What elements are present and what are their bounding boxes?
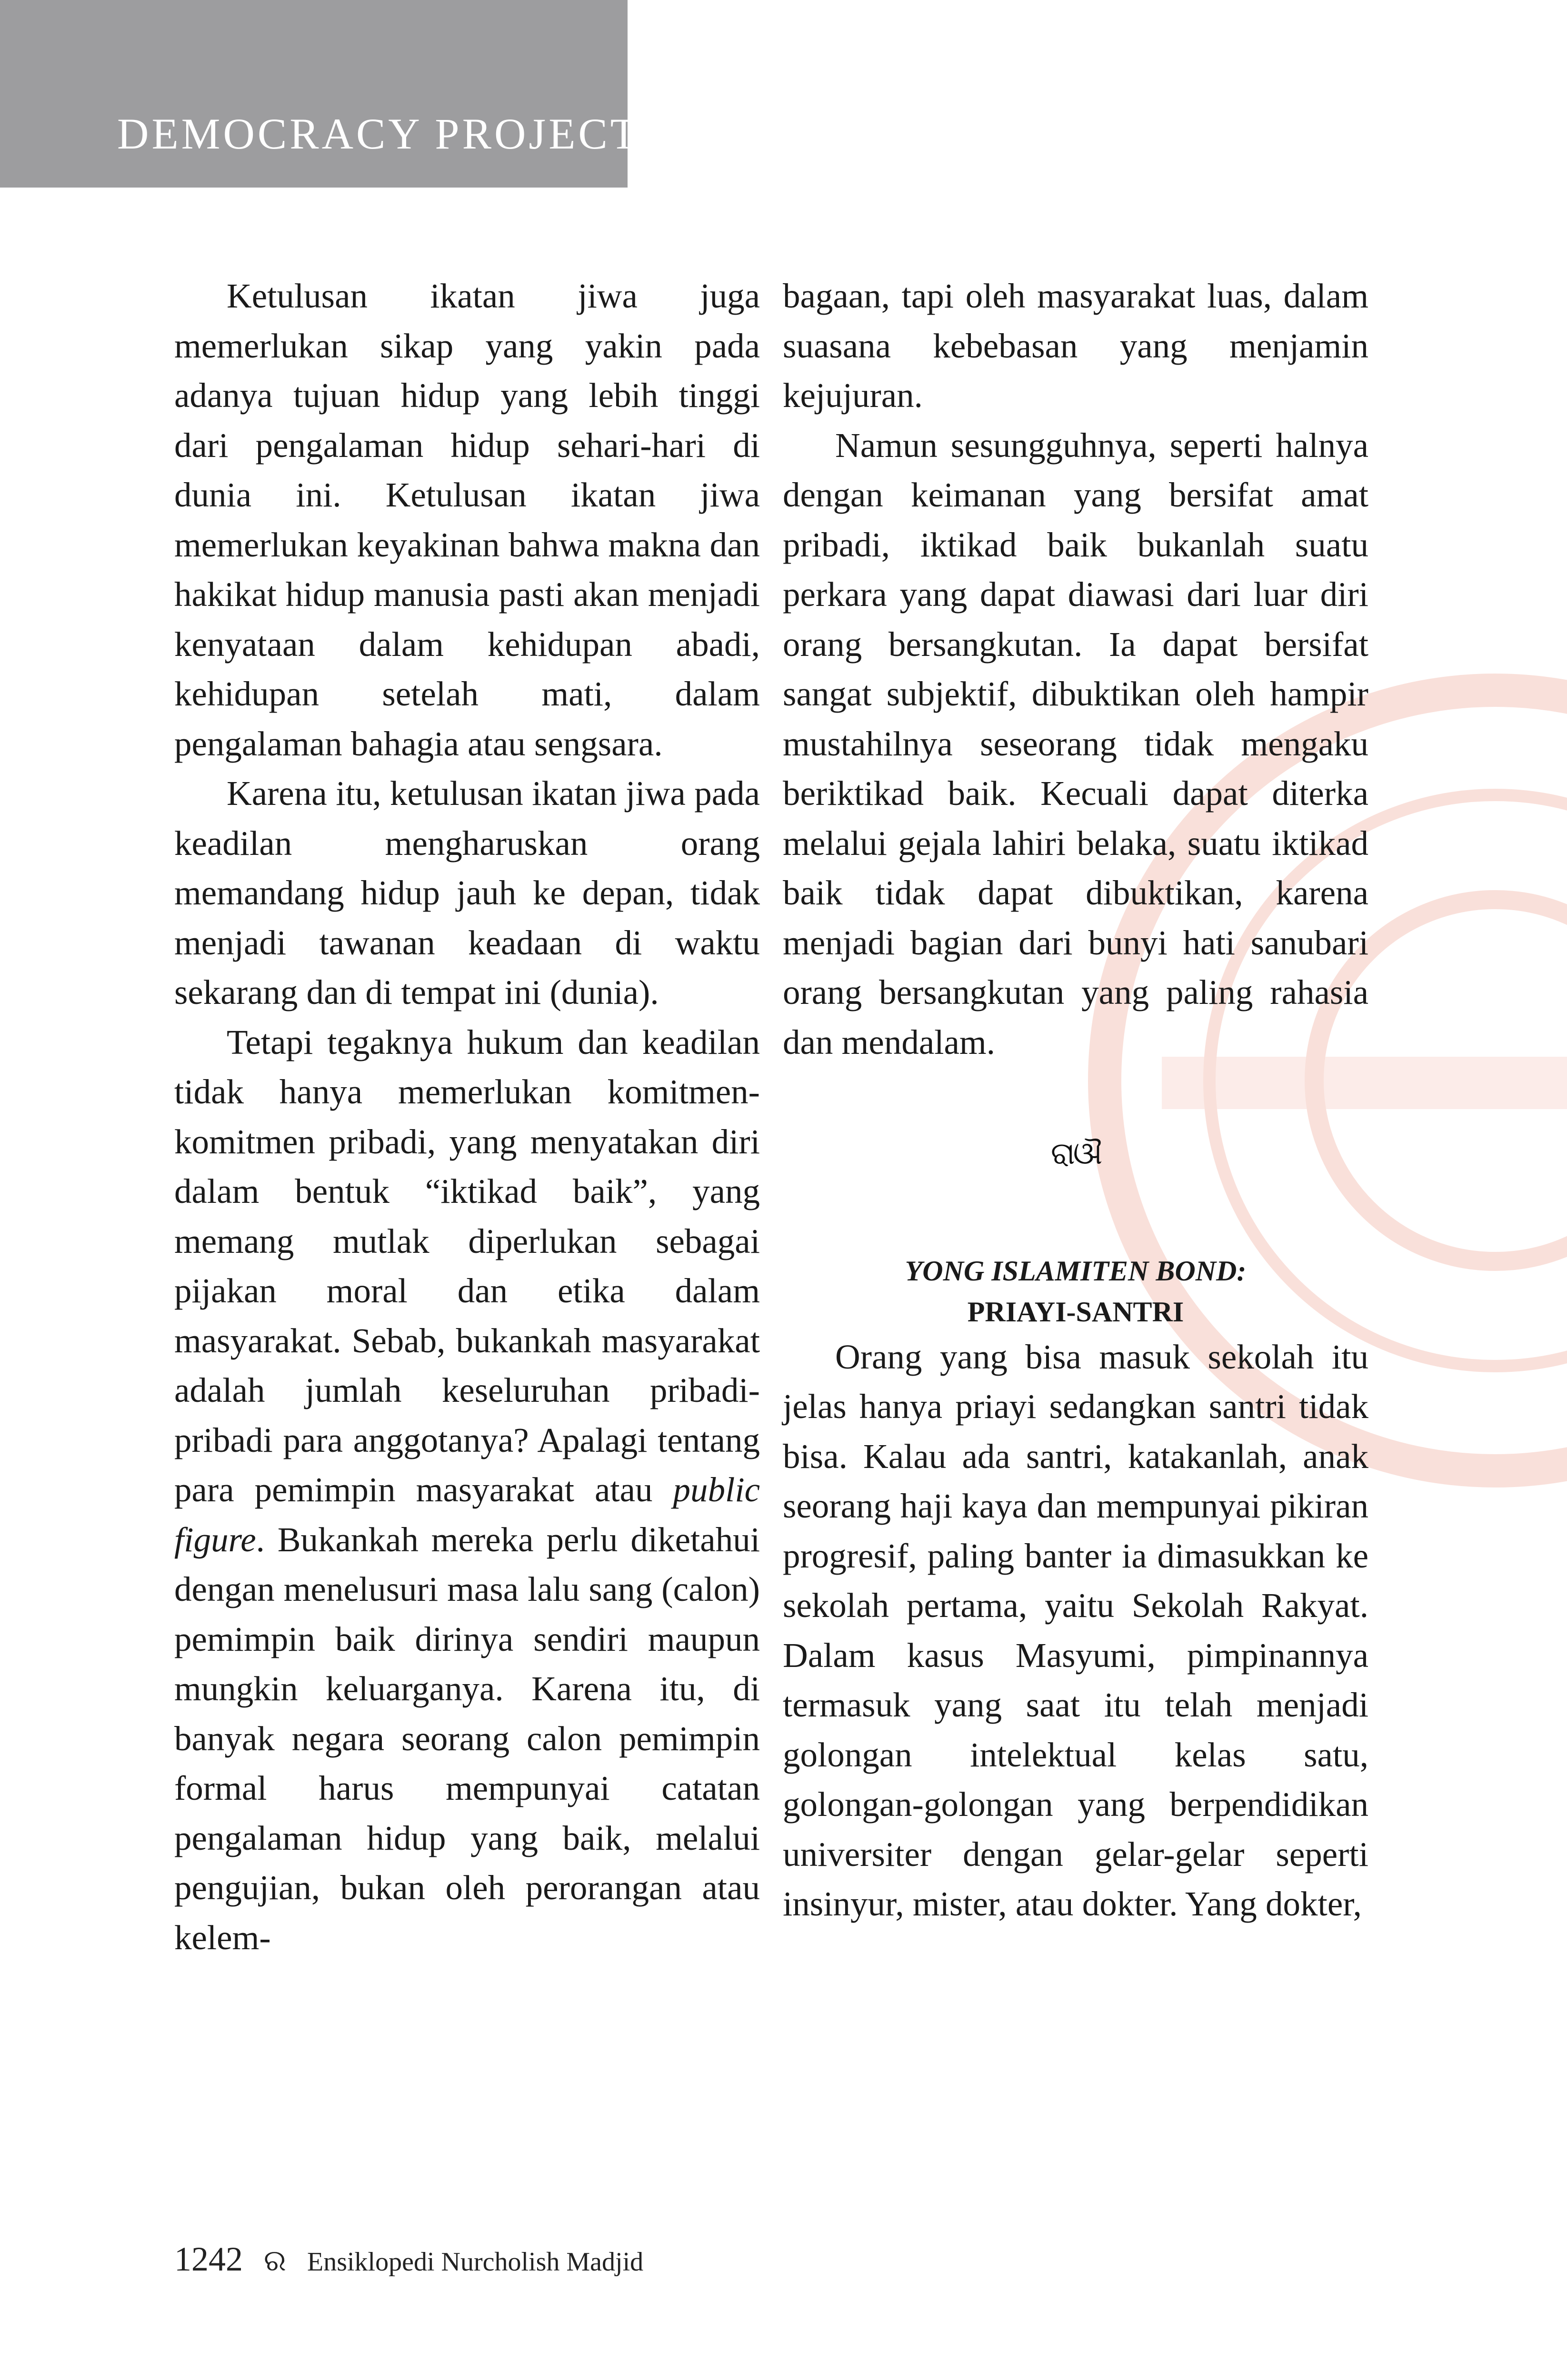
section-ornament: ରାଔ [1050, 1137, 1101, 1170]
paragraph-text: . Bukankah mereka perlu diketahui dengan menelusuri masa lalu sang (calon) pemimpin baik dirinya sendiri maupun mungkin keluarganya. Karena itu, di banyak negara seorang calon pemimpin formal harus mempunyai catatan pengalaman hidup yang baik, melalui pengujian, bukan oleh perorangan atau kelem- [174, 1520, 760, 1957]
italic-term: public figure [174, 1470, 760, 1559]
right-column [783, 271, 1368, 1929]
paragraph: bagaan, tapi oleh masyarakat luas, dalam suasana kebebasan yang menjamin kejujuran. [783, 277, 1368, 415]
running-header-title: DEMOCRACY PROJECT [117, 109, 640, 158]
footer-ornament: ର [264, 2245, 286, 2277]
section-heading [783, 1250, 1368, 1332]
left-column [174, 271, 760, 1963]
paragraph: Orang yang bisa masuk sekolah itu jelas hanya priayi sedangkan santri tidak bisa. Kalau ada santri, katakanlah, anak seorang haji kaya dan mempunyai pikiran progresif, paling banter ia dimasukkan ke sekolah pertama, yaitu Sekolah Rakyat. Dalam kasus Masyumi, pimpinannya termasuk yang saat itu telah menjadi golongan intelektual kelas satu, golongan-golongan yang berpendidikan universiter dengan gelar-gelar seperti insinyur, mister, atau dokter. Yang dokter, [783, 1337, 1368, 1923]
section-heading-line-2: PRIAYI-SANTRI [967, 1296, 1184, 1328]
paragraph: Ketulusan ikatan jiwa juga memerlukan sikap yang yakin pada adanya tujuan hidup yang lebih tinggi dari pengalaman hidup sehari-hari di dunia ini. Ketulusan ikatan jiwa memerlukan keyakinan bahwa makna dan hakikat hidup manusia pasti akan menjadi kenyataan dalam kehidupan abadi, kehidupan setelah mati, dalam pengalaman bahagia atau sengsara. [174, 277, 760, 763]
book-title: Ensiklopedi Nurcholish Madjid [307, 2247, 644, 2277]
header-band [0, 0, 640, 188]
page-footer [174, 2240, 643, 2279]
paragraph [174, 1018, 760, 1963]
paragraph: Namun sesungguhnya, seperti halnya dengan keimanan yang bersifat amat pribadi, iktikad baik bukanlah suatu perkara yang dapat diawasi dari luar diri orang bersangkutan. Ia dapat bersifat sangat subjektif, dibuktikan oleh hampir mustahilnya seseorang tidak mengaku beriktikad baik. Kecuali dapat diterka melalui gejala lahiri belaka, suatu iktikad baik tidak dapat dibuktikan, karena menjadi bagian dari bunyi hati sanubari orang bersangkutan yang paling rahasia dan mendalam. [783, 426, 1368, 1061]
section-heading-line-1: YONG ISLAMITEN BOND: [905, 1255, 1247, 1287]
page-number: 1242 [174, 2240, 243, 2278]
paragraph-text: Tetapi tegaknya hukum dan keadilan tidak hanya memerlukan komitmen-komitmen pribadi, yang menyatakan diri dalam bentuk “iktikad baik”, yang memang mutlak diperlukan sebagai pijakan moral dan etika dalam masyarakat. Sebab, bukankah masyarakat adalah jumlah keseluruhan pribadi-pribadi para anggotanya? Apalagi tentang para pemimpin masyarakat atau [174, 1022, 760, 1509]
paragraph: Karena itu, ketulusan ikatan jiwa pada keadilan mengharuskan orang memandang hidup jauh ke depan, tidak menjadi tawanan keadaan di waktu sekarang dan di tempat ini (dunia). [174, 774, 760, 1012]
